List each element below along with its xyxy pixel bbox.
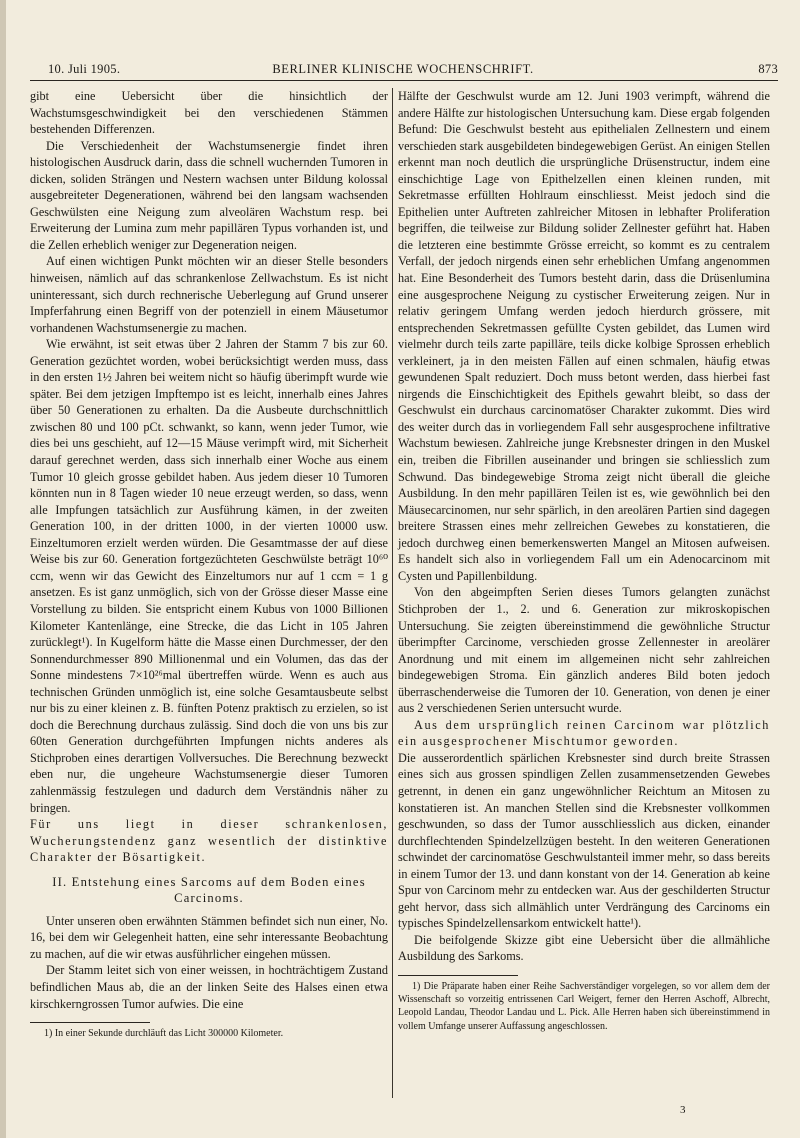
paragraph: Hälfte der Geschwulst wurde am 12. Juni 1903 verimpft, während die andere Hälfte zur histologischen Untersuchung kam. Diese ergab folgenden Befund: Die Geschwulst besteht aus epithelialen Zellnestern und einem verschieden stark ausgebildeten bindegewebigen Gerüst. An einigen Stellen erkennt man noch deutlich die ursprüngliche Drüsenstructur, indem eine einschichtige Lage von Epithelzellen einen kleinen runden, mit Sekretmasse erfüllten Hohlraum einschliesst. Meist jedoch sind die Epithelien unter Auftreten zahlreicher Mitosen in lebhafter Proliferation begriffen, die teilweise zur Bildung solider Zellnester geführt hat. Haben die letzteren eine bestimmte Grösse erreicht, so kommt es zu centralem Verfall, der jedoch nirgends einen sehr erheblichen Umfang angenommen hat. Eine Besonderheit des Tumors besteht darin, dass die Drüsenlumina eine ausgesprochene Neigung zu cystischer Erweiterung zeigen. Nur in relativ geringem Umfang werden jedoch hierdurch grössere, mit entsprechenden Sekretmassen gefüllte Cysten gebildet, das Lumen wird vielmehr durch teils zarte papilläre, teils dicke kolbige Sprossen erheblich verkleinert, ja in den meisten Fällen auf einen schmalen, häufig etwas gewundenen Spalt reduziert. Doch muss betont werden, dass hierbei fast nirgends die Einschichtigkeit des Epithels gewahrt bleibt, so dass der Geschwulst ein durchaus carcinomatöser Charakter zukommt. Dies wird des weiter durch das in vorliegendem Fall sehr ausgesprochene infiltrative Wachstum bewiesen. Zahlreiche junge Krebsnester dringen in den Muskel ein, treiben die Fibrillen auseinander und bringen sie schliesslich zum Schwund. Das bindegewebige Stroma zeigt nicht überall die gleiche Ausbildung. In den mehr papillären Teilen ist es, wie gewöhnlich bei den Mäusecarcinomen, nur sehr spärlich, in den areolären Partien sind dagegen breitere Strassen eines mehr zellreichen Gewebes zu konstatieren, die jedoch durchweg einen bemerkenswerten Mangel an Mitosen aufweisen. Es handelt sich also in vorliegendem Fall um ein Adenocarcinom mit Cysten und Papillenbildung. xyxy=(398,89,770,583)
issue-date: 10. Juli 1905. xyxy=(48,62,121,76)
footnote xyxy=(30,1027,388,1040)
paragraph: Die Verschiedenheit der Wachstumsenergie findet ihren histologischen Ausdruck darin, dass die schnell wuchernden Tumoren in dicken, soliden Strängen und Nestern wachsen unter Bildung kolossal ausgebreiteter Degenerationen, während bei den langsam wachsenden Geschwülsten eine Neigung zum alveolären Wachstum resp. bei Erweiterung der Lumina zum mehr papillären Typus vorhanden ist, und die Zellen erheblich weniger zur Degeneration neigen. xyxy=(30,138,388,252)
running-header xyxy=(28,62,778,80)
page-edge xyxy=(0,0,6,1138)
paragraph: Der Stamm leitet sich von einer weissen, in hochträchtigem Zustand befindlichen Maus ab, die an der linken Seite des Halses einen etwa kirschkerngrossen Tumor aufwies. Die eine xyxy=(30,963,388,1011)
right-column xyxy=(398,88,770,1033)
paragraph: Unter unseren oben erwähnten Stämmen befindet sich nun einer, No. 16, bei dem wir Gelegenheit hatten, eine sehr interessante Beobachtung zu machen, auf die wir etwas ausführlicher eingehen müssen. xyxy=(30,913,388,961)
paragraph: Von den abgeimpften Serien dieses Tumors gelangten zunächst Stichproben der 1., 2. und 6. Generation zur mikroskopischen Untersuchung. Sie zeigten übereinstimmend die gewöhnliche Structur überimpfter Carcinome, verschieden grosse Zellennester in areolärer Anordnung und mit einem im allgemeinen nicht sehr zahlreichen bindegewebigen Stroma. Ein gänzlich anderes Bild boten jedoch überraschenderweise die Tumoren der 10. Generation, von denen je einer aus 2 verschiedenen Serien untersucht wurde. xyxy=(398,585,770,716)
footnote-text: 1) Die Präparate haben einer Reihe Sachverständiger vorgelegen, so vor allem dem der Wissenschaft so vorzeitig entrissenen Carl Weigert, ferner den Herren Aschoff, Albrecht, Leopold Landau, Theodor Landau und L. Pick. Alle Herren haben sich übereinstimmend in vollem Umfange unserer Auffassung angeschlossen. xyxy=(398,980,770,1032)
column-divider xyxy=(392,88,393,1098)
section-heading-line: Carcinoms. xyxy=(174,891,244,906)
sheet-number: 3 xyxy=(680,1104,686,1116)
paragraph: Auf einen wichtigen Punkt möchten wir an dieser Stelle besonders hinweisen, nämlich auf das schrankenlose Zellwachstum. Es ist nicht uninteressant, sich durch rechnerische Ueberlegung auf Grund unserer Impferfahrung einen Begriff von der potenziell in einem Mäusetumor vorhandenen Wachstumsenergie zu machen. xyxy=(30,254,388,335)
section-heading-line: II. Entstehung eines Sarcoms auf dem Boden eines xyxy=(52,874,366,889)
paragraph: Die ausserordentlich spärlichen Krebsnester sind durch breite Strassen eines sich aus grossen spindligen Zellen zusammensetzenden Gewebes getrennt, in denen ein ganz ungewöhnlicher Reichtum an Mitosen zu konstatieren ist. An manchen Stellen sind die Krebsnester vollkommen geschwunden, so dass der Tumor ausschliesslich aus dicken, einander durchflechtenden Spindelzellzügen besteht. In den weiteren Generationen schwindet der carcinomatöse Geschwulstanteil immer mehr, so dass bereits in einem Tumor der 13. und dann konstant von der 14. Generation ab keine Spur von Carcinom mehr zu entdecken war. Aus der geschilderten Structur geht hervor, dass sich allmählich unter Verdrängung des Carcinoms ein typisches Spindelzellensarkom entwickelt hatte¹). xyxy=(398,750,770,931)
footnote-rule xyxy=(398,975,518,976)
header-rule xyxy=(30,80,778,81)
emphasized-paragraph: Aus dem ursprünglich reinen Carcinom war plötzlich ein ausgesprochener Mischtumor geworden. xyxy=(398,717,770,749)
paragraph: gibt eine Uebersicht über die hinsichtlich der Wachstumsgeschwindigkeit bei den verschiedenen Stämmen bestehenden Differenzen. xyxy=(30,89,388,137)
footnote-rule xyxy=(30,1022,150,1023)
paragraph: Die beifolgende Skizze gibt eine Uebersicht über die allmähliche Ausbildung des Sarkoms. xyxy=(398,932,770,964)
left-column xyxy=(30,88,388,1040)
section-heading xyxy=(30,874,388,907)
footnote-text: 1) In einer Sekunde durchläuft das Licht 300000 Kilometer. xyxy=(44,1028,284,1040)
footnote xyxy=(398,980,770,1033)
emphasized-paragraph: Für uns liegt in dieser schrankenlosen, Wucherungstendenz ganz wesentlich der distinktive Charakter der Bösartigkeit. xyxy=(30,817,388,865)
page-number: 873 xyxy=(758,62,778,76)
paragraph: Wie erwähnt, ist seit etwas über 2 Jahren der Stamm 7 bis zur 60. Generation gezüchtet worden, wobei berücksichtigt werden muss, dass in den ersten 1½ Jahren bei weitem nicht so häufig überimpft wurde wie später. Bei dem jetzigen Impftempo ist es leicht, innerhalb eines Jahres über 50 Generationen zu erhalten. Da die Ausbeute durchschnittlich zwischen 80 und 100 pCt. schwankt, so kann, wenn jeder Tumor, wie dies bei uns geschieht, auf 12—15 Mäuse verimpft wird, mit Sicherheit darauf gerechnet werden, dass sich innerhalb einer Woche aus einem Tumor 10 gleich grosse gebildet haben. Aus jedem dieser 10 Tumoren könnten nun in 8 Tagen wieder 10 neue erzeugt werden, so dass, wenn alle Impfungen tatsächlich zur Ausführung kämen, in der zweiten Generation 100, in der dritten 1000, in der vierten 10000 usw. Einzeltumoren erzielt werden würden. Die Gesamtmasse der auf diese Weise bis zur 60. Generation fortgezüchteten Geschwülste beträgt 10⁶⁰ ccm, wenn wir das Gewicht des Einzeltumors nur auf 1 ccm = 1 g ansetzen. Es ist ganz unmöglich, sich von der Grösse dieser Masse eine Vorstellung zu bilden. Sie entspricht einem Kubus von 1000 Billionen Kilometer Kantenlänge, eine Strecke, die das Licht in 105 Jahren zurücklegt¹). In Kugelform hätte die Masse einen Durchmesser, der den Sonnendurchmesser 890 Millionenmal und ein Volumen, das das der Sonne mindestens 7×10²⁶mal übertreffen würde. Wenn es auch aus technischen Gründen unmöglich ist, eine solche Gesamtausbeute selbst nur bis zu einer kleinen z. B. fünften Potenz praktisch zu erzielen, so ist doch die Berechnung durchaus zulässig. Sind doch die von uns bis zur 60ten Generation durchgeführten Impfungen nichts anderes als Stichproben eines derartigen Vollversuches. Die Berechnung bezweckt eben nur, die ungeheure Wachstumsenergie dieser Tumoren zahlenmässig festzulegen und dadurch dem Verständnis näher zu bringen. xyxy=(30,337,388,815)
journal-title: BERLINER KLINISCHE WOCHENSCHRIFT. xyxy=(272,62,534,76)
